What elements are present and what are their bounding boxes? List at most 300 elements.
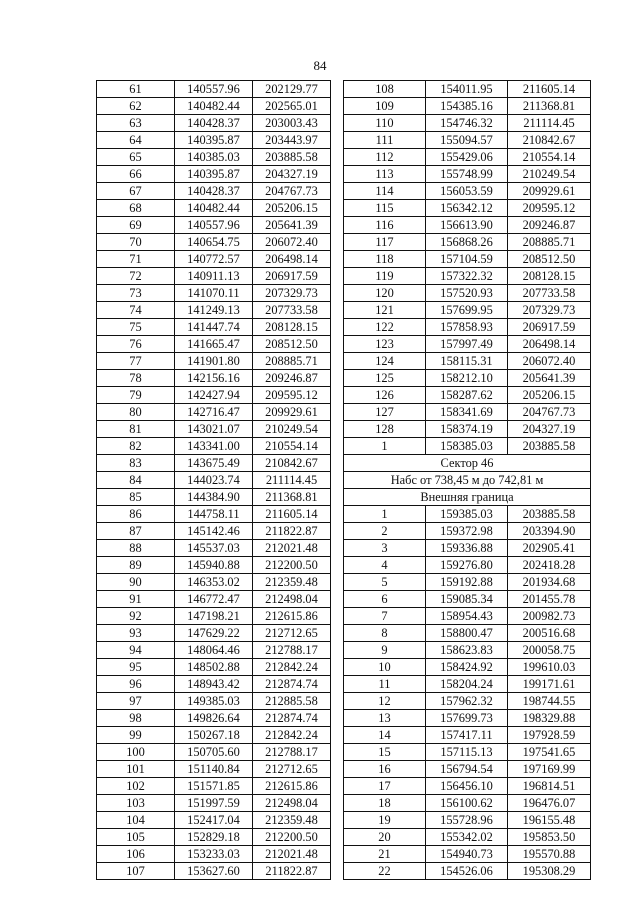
y-coordinate: 203885.58 [508,506,591,523]
x-coordinate: 142427.94 [175,387,253,404]
table-row [344,234,591,251]
y-coordinate: 205641.39 [253,217,331,234]
table-row [344,659,591,676]
y-coordinate: 206917.59 [253,268,331,285]
y-coordinate: 209929.61 [253,404,331,421]
point-number: 112 [344,149,426,166]
x-coordinate: 147198.21 [175,608,253,625]
x-coordinate: 141901.80 [175,353,253,370]
y-coordinate: 203003.43 [253,115,331,132]
x-coordinate: 145142.46 [175,523,253,540]
y-coordinate: 203443.97 [253,132,331,149]
y-coordinate: 205206.15 [508,387,591,404]
y-coordinate: 208128.15 [508,268,591,285]
point-number: 108 [344,81,426,98]
table-row [97,727,331,744]
x-coordinate: 153233.03 [175,846,253,863]
y-coordinate: 200982.73 [508,608,591,625]
x-coordinate: 157104.59 [426,251,508,268]
point-number: 102 [97,778,175,795]
point-number: 62 [97,98,175,115]
y-coordinate: 208512.50 [508,251,591,268]
x-coordinate: 148943.42 [175,676,253,693]
y-coordinate: 212874.74 [253,710,331,727]
point-number: 13 [344,710,426,727]
y-coordinate: 197169.99 [508,761,591,778]
x-coordinate: 148064.46 [175,642,253,659]
x-coordinate: 140482.44 [175,200,253,217]
table-row [344,591,591,608]
coordinates-table-right-top [344,81,591,455]
x-coordinate: 140428.37 [175,115,253,132]
table-row [97,778,331,795]
y-coordinate: 209929.61 [508,183,591,200]
table-row [97,183,331,200]
point-number: 123 [344,336,426,353]
table-row [97,540,331,557]
x-coordinate: 158800.47 [426,625,508,642]
x-coordinate: 143021.07 [175,421,253,438]
y-coordinate: 210842.67 [253,455,331,472]
point-number: 80 [97,404,175,421]
point-number: 4 [344,557,426,574]
table-row [344,404,591,421]
y-coordinate: 211114.45 [253,472,331,489]
table-row [344,608,591,625]
x-coordinate: 158623.83 [426,642,508,659]
x-coordinate: 157115.13 [426,744,508,761]
x-coordinate: 157699.95 [426,302,508,319]
point-number: 96 [97,676,175,693]
table-row [344,98,591,115]
y-coordinate: 198329.88 [508,710,591,727]
x-coordinate: 155342.02 [426,829,508,846]
y-coordinate: 212874.74 [253,676,331,693]
point-number: 122 [344,319,426,336]
point-number: 90 [97,574,175,591]
table-row [344,438,591,455]
page-number: 84 [313,58,327,73]
y-coordinate: 198744.55 [508,693,591,710]
table-row [344,81,591,98]
y-coordinate: 203394.90 [508,523,591,540]
table-row [344,625,591,642]
x-coordinate: 140911.13 [175,268,253,285]
y-coordinate: 203885.58 [508,438,591,455]
table-row [344,319,591,336]
y-coordinate: 197928.59 [508,727,591,744]
point-number: 87 [97,523,175,540]
table-row [97,506,331,523]
x-coordinate: 155094.57 [426,132,508,149]
point-number: 86 [97,506,175,523]
table-row [97,642,331,659]
x-coordinate: 156456.10 [426,778,508,795]
y-coordinate: 210842.67 [508,132,591,149]
x-coordinate: 141249.13 [175,302,253,319]
table-row [344,812,591,829]
y-coordinate: 199610.03 [508,659,591,676]
y-coordinate: 212615.86 [253,608,331,625]
table-row [344,642,591,659]
table-row [97,846,331,863]
point-number: 109 [344,98,426,115]
y-coordinate: 204767.73 [253,183,331,200]
x-coordinate: 151997.59 [175,795,253,812]
point-number: 100 [97,744,175,761]
y-coordinate: 211605.14 [508,81,591,98]
y-coordinate: 212200.50 [253,557,331,574]
y-coordinate: 208512.50 [253,336,331,353]
point-number: 61 [97,81,175,98]
x-coordinate: 153627.60 [175,863,253,880]
table-row [97,472,331,489]
point-number: 82 [97,438,175,455]
x-coordinate: 159276.80 [426,557,508,574]
x-coordinate: 154385.16 [426,98,508,115]
table-row [344,574,591,591]
x-coordinate: 158954.43 [426,608,508,625]
y-coordinate: 211114.45 [508,115,591,132]
x-coordinate: 144758.11 [175,506,253,523]
point-number: 88 [97,540,175,557]
point-number: 63 [97,115,175,132]
x-coordinate: 158374.19 [426,421,508,438]
x-coordinate: 159385.03 [426,506,508,523]
x-coordinate: 157997.49 [426,336,508,353]
x-coordinate: 144384.90 [175,489,253,506]
y-coordinate: 212885.58 [253,693,331,710]
point-number: 2 [344,523,426,540]
boundary-label-row [344,489,591,506]
x-coordinate: 158115.31 [426,353,508,370]
x-coordinate: 140395.87 [175,166,253,183]
point-number: 12 [344,693,426,710]
point-number: 120 [344,285,426,302]
x-coordinate: 149826.64 [175,710,253,727]
point-number: 118 [344,251,426,268]
x-coordinate: 143675.49 [175,455,253,472]
x-coordinate: 157858.93 [426,319,508,336]
x-coordinate: 141447.74 [175,319,253,336]
y-coordinate: 211822.87 [253,863,331,880]
table-row [344,761,591,778]
y-coordinate: 200058.75 [508,642,591,659]
y-coordinate: 211605.14 [253,506,331,523]
x-coordinate: 156053.59 [426,183,508,200]
x-coordinate: 140395.87 [175,132,253,149]
point-number: 3 [344,540,426,557]
point-number: 76 [97,336,175,353]
y-coordinate: 199171.61 [508,676,591,693]
y-coordinate: 211368.81 [508,98,591,115]
y-coordinate: 195853.50 [508,829,591,846]
table-row [97,149,331,166]
table-row [97,676,331,693]
x-coordinate: 150705.60 [175,744,253,761]
table-row [97,659,331,676]
point-number: 74 [97,302,175,319]
x-coordinate: 155728.96 [426,812,508,829]
table-row [97,693,331,710]
point-number: 107 [97,863,175,880]
y-coordinate: 206072.40 [508,353,591,370]
y-coordinate: 195570.88 [508,846,591,863]
point-number: 70 [97,234,175,251]
y-coordinate: 203885.58 [253,149,331,166]
table-row [97,625,331,642]
table-row [344,693,591,710]
x-coordinate: 158204.24 [426,676,508,693]
point-number: 89 [97,557,175,574]
x-coordinate: 148502.88 [175,659,253,676]
y-coordinate: 201934.68 [508,574,591,591]
x-coordinate: 156794.54 [426,761,508,778]
point-number: 83 [97,455,175,472]
point-number: 116 [344,217,426,234]
table-row [344,778,591,795]
x-coordinate: 152829.18 [175,829,253,846]
x-coordinate: 156100.62 [426,795,508,812]
y-coordinate: 212842.24 [253,659,331,676]
table-row [344,302,591,319]
table-row [344,200,591,217]
x-coordinate: 157322.32 [426,268,508,285]
y-coordinate: 202129.77 [253,81,331,98]
table-row [344,540,591,557]
x-coordinate: 154526.06 [426,863,508,880]
table-row [97,302,331,319]
y-coordinate: 210554.14 [253,438,331,455]
x-coordinate: 142156.16 [175,370,253,387]
point-number: 125 [344,370,426,387]
point-number: 104 [97,812,175,829]
coordinates-table-right-bottom [344,506,591,880]
x-coordinate: 154011.95 [426,81,508,98]
table-row [344,132,591,149]
y-coordinate: 197541.65 [508,744,591,761]
coordinates-table-right [343,80,591,880]
table-row [344,183,591,200]
table-row [344,863,591,880]
x-coordinate: 158385.03 [426,438,508,455]
y-coordinate: 210249.54 [508,166,591,183]
x-coordinate: 152417.04 [175,812,253,829]
y-coordinate: 209246.87 [253,370,331,387]
table-row [97,132,331,149]
point-number: 124 [344,353,426,370]
y-coordinate: 202418.28 [508,557,591,574]
y-coordinate: 200516.68 [508,625,591,642]
x-coordinate: 141070.11 [175,285,253,302]
y-coordinate: 210554.14 [508,149,591,166]
table-row [344,846,591,863]
table-row [97,217,331,234]
y-coordinate: 208128.15 [253,319,331,336]
point-number: 8 [344,625,426,642]
table-row [344,421,591,438]
point-number: 75 [97,319,175,336]
y-coordinate: 201455.78 [508,591,591,608]
table-row [97,812,331,829]
table-row [344,149,591,166]
point-number: 71 [97,251,175,268]
x-coordinate: 155748.99 [426,166,508,183]
point-number: 119 [344,268,426,285]
x-coordinate: 156342.12 [426,200,508,217]
point-number: 19 [344,812,426,829]
x-coordinate: 156613.90 [426,217,508,234]
point-number: 81 [97,421,175,438]
table-row [97,744,331,761]
point-number: 126 [344,387,426,404]
table-row [97,863,331,880]
table-row [97,710,331,727]
x-coordinate: 150267.18 [175,727,253,744]
table-row [344,829,591,846]
point-number: 22 [344,863,426,880]
point-number: 78 [97,370,175,387]
table-row [97,285,331,302]
point-number: 94 [97,642,175,659]
table-row [97,489,331,506]
point-number: 97 [97,693,175,710]
table-row [97,523,331,540]
point-number: 85 [97,489,175,506]
x-coordinate: 157520.93 [426,285,508,302]
coordinates-table-left-body [97,81,331,880]
y-coordinate: 212359.48 [253,574,331,591]
table-row [344,523,591,540]
height-range: Набс от 738,45 м до 742,81 м [344,472,591,489]
point-number: 67 [97,183,175,200]
x-coordinate: 157417.11 [426,727,508,744]
x-coordinate: 142716.47 [175,404,253,421]
table-row [344,353,591,370]
point-number: 117 [344,234,426,251]
table-row [344,676,591,693]
x-coordinate: 159372.98 [426,523,508,540]
point-number: 111 [344,132,426,149]
y-coordinate: 209595.12 [253,387,331,404]
point-number: 99 [97,727,175,744]
table-row [344,268,591,285]
sector-title-row [344,455,591,472]
table-row [97,438,331,455]
point-number: 17 [344,778,426,795]
y-coordinate: 212021.48 [253,540,331,557]
x-coordinate: 158212.10 [426,370,508,387]
point-number: 128 [344,421,426,438]
x-coordinate: 158424.92 [426,659,508,676]
y-coordinate: 207329.73 [253,285,331,302]
table-row [97,98,331,115]
point-number: 6 [344,591,426,608]
y-coordinate: 208885.71 [508,234,591,251]
point-number: 5 [344,574,426,591]
table-row [344,285,591,302]
table-row [344,370,591,387]
y-coordinate: 212498.04 [253,591,331,608]
table-row [97,200,331,217]
y-coordinate: 208885.71 [253,353,331,370]
table-row [97,81,331,98]
x-coordinate: 159336.88 [426,540,508,557]
table-row [97,829,331,846]
point-number: 115 [344,200,426,217]
point-number: 72 [97,268,175,285]
point-number: 65 [97,149,175,166]
point-number: 64 [97,132,175,149]
x-coordinate: 159192.88 [426,574,508,591]
point-number: 1 [344,438,426,455]
x-coordinate: 158341.69 [426,404,508,421]
y-coordinate: 212712.65 [253,625,331,642]
point-number: 105 [97,829,175,846]
table-row [344,506,591,523]
y-coordinate: 202905.41 [508,540,591,557]
point-number: 113 [344,166,426,183]
y-coordinate: 212615.86 [253,778,331,795]
table-row [97,370,331,387]
x-coordinate: 151140.84 [175,761,253,778]
y-coordinate: 202565.01 [253,98,331,115]
table-row [344,166,591,183]
point-number: 101 [97,761,175,778]
point-number: 68 [97,200,175,217]
point-number: 93 [97,625,175,642]
table-row [344,336,591,353]
table-row [97,795,331,812]
point-number: 69 [97,217,175,234]
x-coordinate: 154940.73 [426,846,508,863]
point-number: 84 [97,472,175,489]
table-row [344,795,591,812]
point-number: 14 [344,727,426,744]
point-number: 1 [344,506,426,523]
y-coordinate: 212498.04 [253,795,331,812]
x-coordinate: 140557.96 [175,81,253,98]
point-number: 127 [344,404,426,421]
x-coordinate: 156868.26 [426,234,508,251]
point-number: 18 [344,795,426,812]
y-coordinate: 212712.65 [253,761,331,778]
table-row [97,234,331,251]
point-number: 66 [97,166,175,183]
y-coordinate: 196814.51 [508,778,591,795]
point-number: 91 [97,591,175,608]
y-coordinate: 205641.39 [508,370,591,387]
y-coordinate: 212021.48 [253,846,331,863]
table-row [344,251,591,268]
point-number: 11 [344,676,426,693]
point-number: 98 [97,710,175,727]
table-row [97,115,331,132]
table-row [344,387,591,404]
table-row [344,710,591,727]
point-number: 20 [344,829,426,846]
x-coordinate: 157699.73 [426,710,508,727]
table-row [97,268,331,285]
x-coordinate: 146353.02 [175,574,253,591]
y-coordinate: 210249.54 [253,421,331,438]
point-number: 73 [97,285,175,302]
x-coordinate: 140385.03 [175,149,253,166]
table-row [97,387,331,404]
point-number: 114 [344,183,426,200]
table-row [97,319,331,336]
x-coordinate: 151571.85 [175,778,253,795]
